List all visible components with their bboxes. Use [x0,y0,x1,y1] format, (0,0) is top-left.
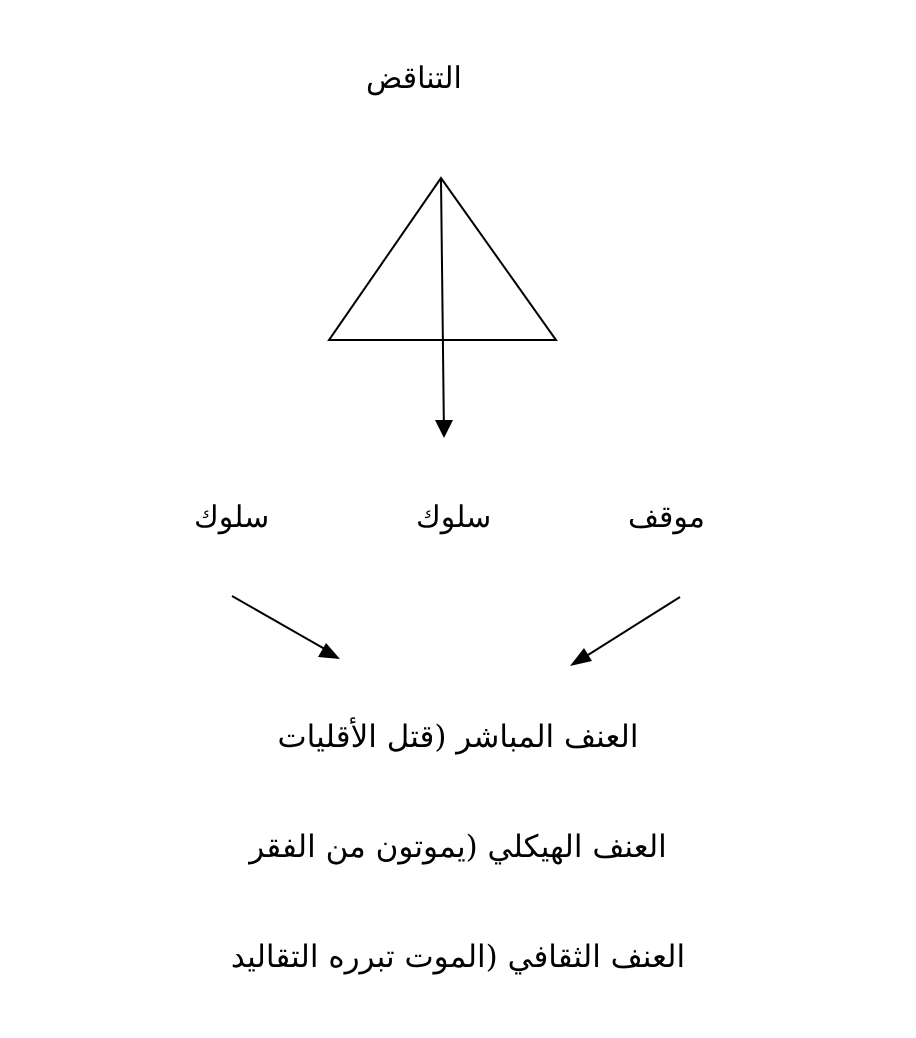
top-label-contradiction: التناقض [366,61,462,96]
label-attitude: موقف [628,500,705,535]
violence-direct-text: العنف المباشر (قتل الأقليات [277,719,639,755]
arrow-left-to-violence [232,596,330,652]
violence-structural-text: العنف الهيكلي (يموتون من الفقر [249,829,667,865]
arrowhead-left [318,643,340,659]
violence-cultural-text: العنف الثقافي (الموت تبرره التقاليد [230,939,686,975]
arrowhead-right [570,648,592,666]
arrow-right-to-violence [580,597,680,660]
arrow-down-from-apex [441,180,444,436]
label-behavior-middle: سلوك [416,500,492,535]
arrowhead-down [435,420,453,438]
label-behavior-left: سلوك [194,500,270,535]
